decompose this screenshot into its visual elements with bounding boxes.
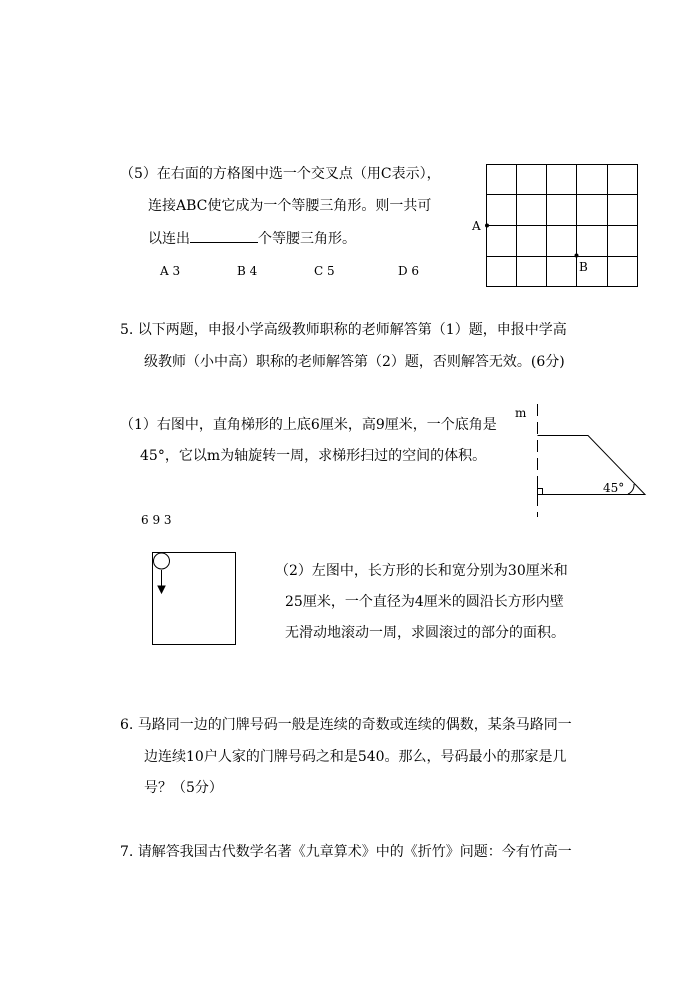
q6-line3: 号？（5分） — [144, 780, 223, 796]
option-d: D 6 — [398, 264, 420, 278]
rolling-circle — [154, 553, 170, 569]
q5-p2-line3: 无滑动地滚动一周，求圆滚过的部分的面积。 — [285, 625, 565, 641]
q4-5-line3a: 以连出 — [148, 231, 190, 247]
q5-p1-line2: 45°，它以m为轴旋转一周，求梯形扫过的空间的体积。 — [140, 448, 487, 464]
q4-5-line1: （5）在右面的方格图中选一个交叉点（用C表示）， — [120, 166, 441, 182]
q5-line1: 5. 以下两题，申报小学高级教师职称的老师解答第（1）题，申报中学高 — [120, 322, 567, 338]
rectangle-figure — [153, 553, 236, 645]
q5-p2-line1: （2）左图中，长方形的长和宽分别为30厘米和 — [275, 563, 568, 579]
q5-p2-line2: 25厘米，一个直径为4厘米的圆沿长方形内壁 — [285, 594, 564, 610]
option-c: C 5 — [314, 264, 335, 278]
stray-numbers: 6 9 3 — [141, 513, 172, 527]
grid-label-a: A — [472, 219, 481, 233]
axis-label-m: m — [515, 406, 527, 420]
grid-label-b: B — [579, 260, 588, 274]
square-grid — [486, 164, 638, 287]
q6-line1: 6. 马路同一边的门牌号码一般是连续的奇数或连续的偶数，某条马路同一 — [120, 717, 572, 733]
trapezoid-figure — [538, 404, 646, 517]
q4-5-line2: 连接ABC使它成为一个等腰三角形。则一共可 — [148, 198, 432, 214]
q4-5-line3b: 个等腰三角形。 — [258, 231, 356, 247]
q7-line1: 7. 请解答我国古代数学名著《九章算术》中的《折竹》问题：今有竹高一 — [120, 844, 572, 860]
point-a — [485, 224, 489, 228]
option-b: B 4 — [237, 264, 258, 278]
point-b — [575, 254, 579, 258]
q5-line2: 级教师（小中高）职称的老师解答第（2）题，否则解答无效。(6分) — [144, 354, 565, 370]
q5-p1-line1: （1）右图中，直角梯形的上底6厘米，高9厘米，一个底角是 — [120, 417, 497, 433]
angle-label: 45° — [603, 481, 625, 495]
option-a: A 3 — [160, 264, 181, 278]
q6-line2: 边连续10户人家的门牌号码之和是540。那么，号码最小的那家是几 — [144, 749, 567, 765]
